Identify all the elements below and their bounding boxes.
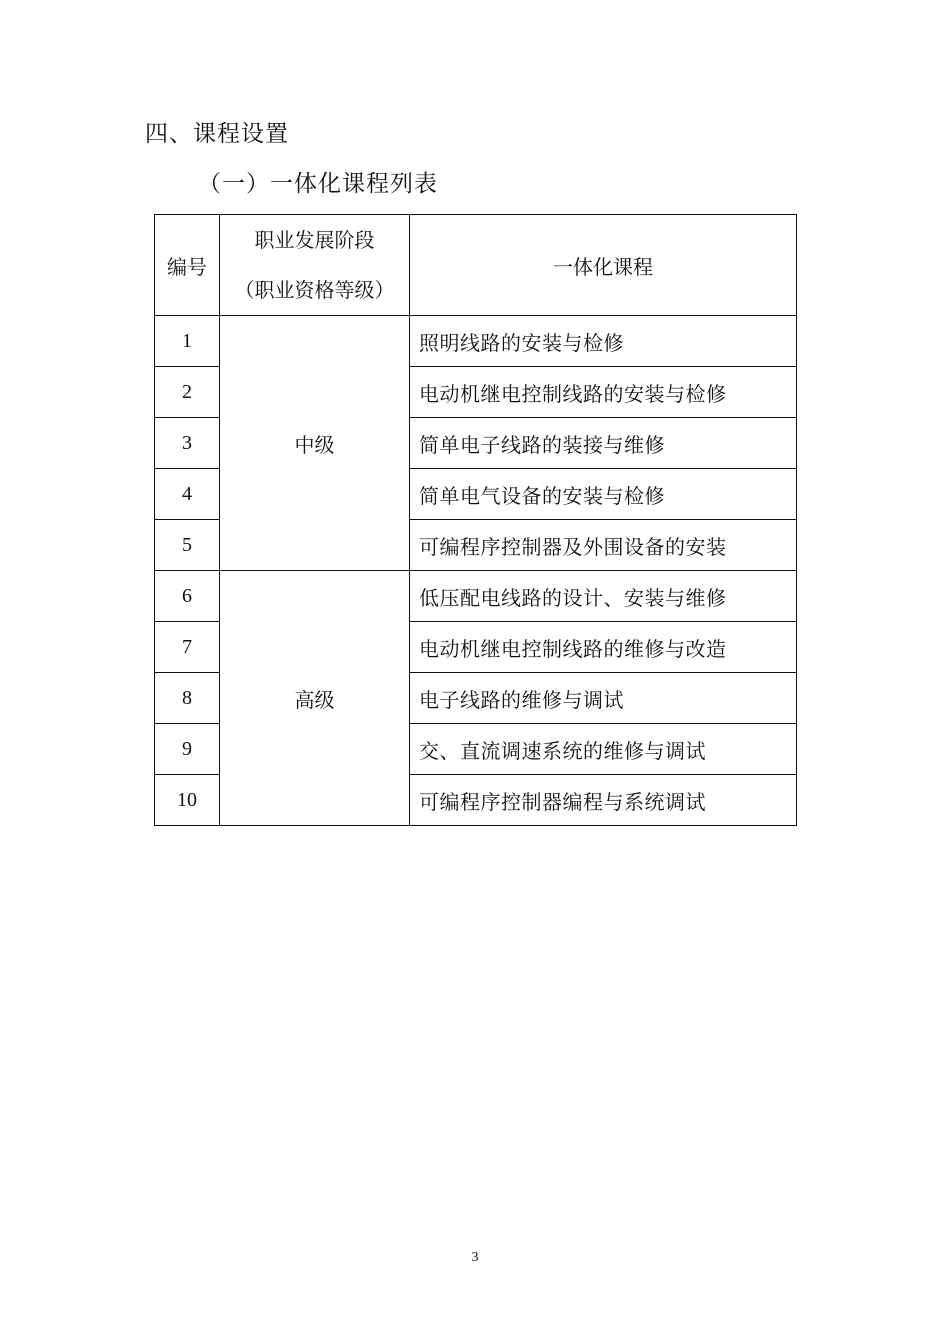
header-course: 一体化课程 <box>410 215 797 316</box>
course-name: 可编程序控制器编程与系统调试 <box>410 775 797 826</box>
row-number: 4 <box>155 469 220 520</box>
course-name: 简单电气设备的安装与检修 <box>410 469 797 520</box>
course-name: 低压配电线路的设计、安装与维修 <box>410 571 797 622</box>
row-number: 3 <box>155 418 220 469</box>
course-name: 照明线路的安装与检修 <box>410 316 797 367</box>
course-name: 可编程序控制器及外围设备的安装 <box>410 520 797 571</box>
row-number: 10 <box>155 775 220 826</box>
course-table <box>154 214 797 826</box>
course-name: 简单电子线路的装接与维修 <box>410 418 797 469</box>
header-number: 编号 <box>155 215 220 316</box>
table-row <box>155 316 797 367</box>
table-header-row <box>155 215 797 316</box>
level-intermediate: 中级 <box>220 316 410 571</box>
row-number: 8 <box>155 673 220 724</box>
sub-heading: （一）一体化课程列表 <box>198 171 438 197</box>
course-name: 电子线路的维修与调试 <box>410 673 797 724</box>
course-name: 电动机继电控制线路的维修与改造 <box>410 622 797 673</box>
row-number: 7 <box>155 622 220 673</box>
level-advanced: 高级 <box>220 571 410 826</box>
row-number: 5 <box>155 520 220 571</box>
row-number: 1 <box>155 316 220 367</box>
page-number: 3 <box>471 1250 479 1265</box>
row-number: 9 <box>155 724 220 775</box>
course-name: 电动机继电控制线路的安装与检修 <box>410 367 797 418</box>
course-name: 交、直流调速系统的维修与调试 <box>410 724 797 775</box>
row-number: 6 <box>155 571 220 622</box>
header-stage <box>220 215 410 316</box>
header-stage-line2: （职业资格等级） <box>234 278 395 302</box>
row-number: 2 <box>155 367 220 418</box>
table-row <box>155 571 797 622</box>
header-stage-line1: 职业发展阶段 <box>254 228 375 252</box>
section-heading: 四、课程设置 <box>145 121 289 147</box>
